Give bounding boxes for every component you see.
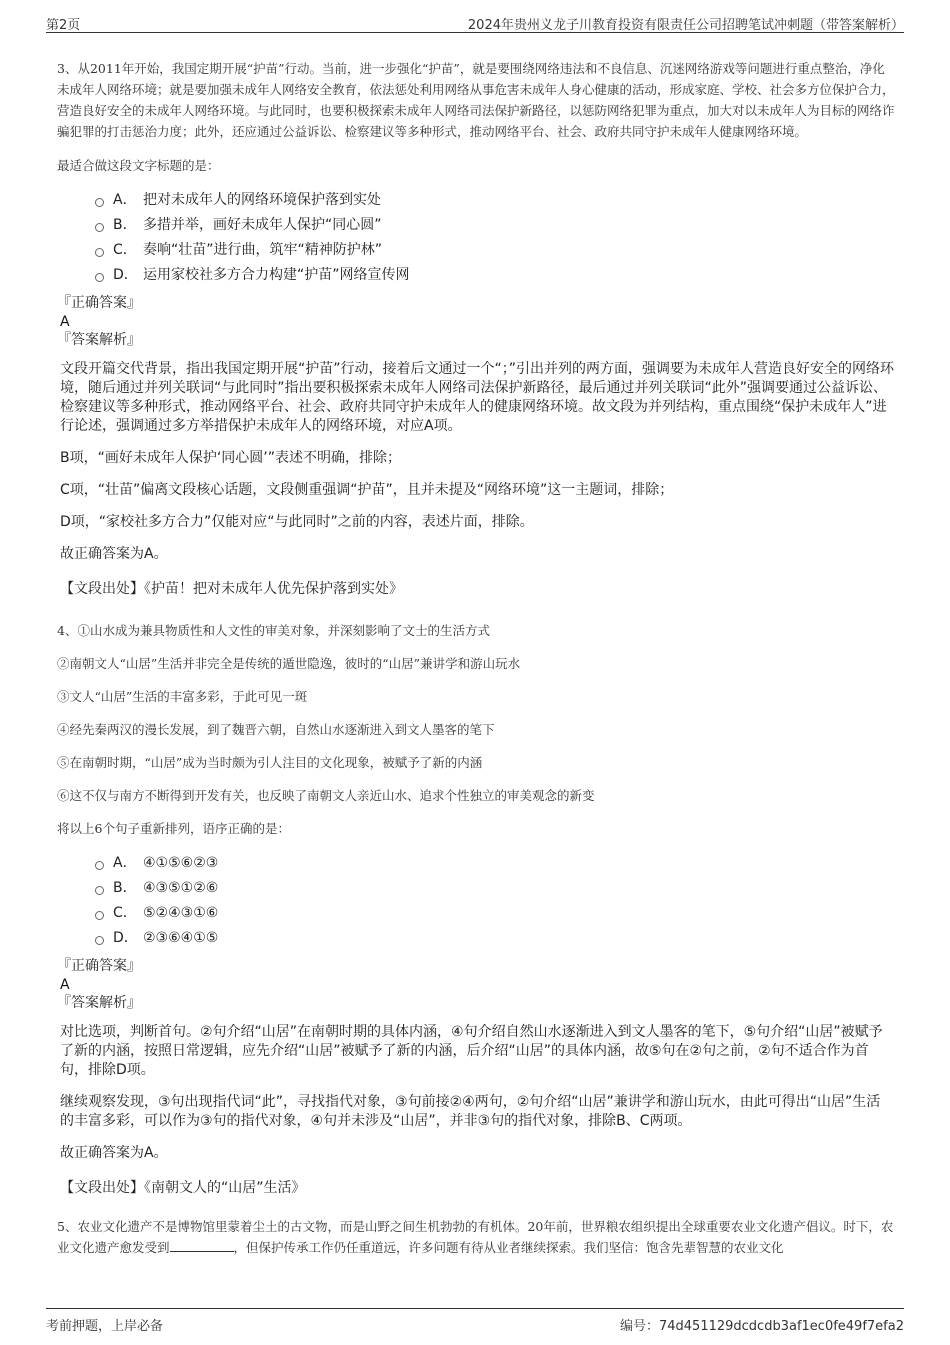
page-header <box>46 12 904 33</box>
sentence-item: ⑥这不仅与南方不断得到开发有关，也反映了南朝文人亲近山水、追求个性独立的审美观念的新变 <box>57 788 595 803</box>
fill-blank <box>170 1237 234 1252</box>
analysis-label: 『答案解析』 <box>57 995 141 1011</box>
option-c[interactable]: C． ⑤②④③①⑥ <box>95 901 897 926</box>
analysis-paragraph: 故正确答案为A。 <box>60 1145 168 1161</box>
question-4 <box>57 621 897 1198</box>
radio-icon[interactable] <box>95 223 104 232</box>
sentence-item: ④经先秦两汉的漫长发展，到了魏晋六朝，自然山水逐渐进入到文人墨客的笔下 <box>57 722 495 737</box>
sentence-item: ⑤在南朝时期，“山居”成为当时颇为引人注目的文化现象，被赋予了新的内涵 <box>57 755 483 770</box>
analysis-paragraph: 文段开篇交代背景，指出我国定期开展“护苗”行动，接着后文通过一个“；”引出并列的两方面，强调要为未成年人营造良好安全的网络环境，随后通过并列关联词“与此同时”指出要积极探索未成年人网络司法保护新路径，最后通过并列关联词“此外”强调要通过公益诉讼、检察建议等多种形式，推动网络平台、社会、政府共同守护未成年人的健康网络环境。故文段为并列结构，重点围绕“保护未成年人”进行论述，强调通过多方举措保护未成年人的网络环境，对应A项。 <box>60 361 895 434</box>
option-a[interactable]: A． ④①⑤⑥②③ <box>95 851 897 876</box>
question-prompt: 最适合做这段文字标题的是： <box>57 158 220 173</box>
footer-slogan: 考前押题，上岸必备 <box>46 1319 164 1334</box>
radio-icon[interactable] <box>95 936 104 945</box>
analysis-label: 『答案解析』 <box>57 332 141 348</box>
page-footer <box>46 1308 904 1337</box>
option-list <box>95 851 897 951</box>
radio-icon[interactable] <box>95 198 104 207</box>
document-id: 编号：74d451129dcdcdb3af1ec0fe49f7efa2 <box>619 1319 904 1334</box>
question-5 <box>57 1216 897 1258</box>
page-number: 第2页 <box>46 18 81 33</box>
option-b[interactable]: B． 多措并举，画好未成年人保护“同心圆” <box>95 213 897 238</box>
radio-icon[interactable] <box>95 248 104 257</box>
radio-icon[interactable] <box>95 861 104 870</box>
sentence-item: 4、①山水成为兼具物质性和人文性的审美对象，并深刻影响了文士的生活方式 <box>57 623 490 638</box>
analysis-paragraph: 故正确答案为A。 <box>60 546 168 562</box>
radio-icon[interactable] <box>95 911 104 920</box>
sentence-item: ③文人“山居”生活的丰富多彩，于此可见一斑 <box>57 689 308 704</box>
option-b[interactable]: B． ④③⑤①②⑥ <box>95 876 897 901</box>
analysis-paragraph: D项，“家校社多方合力”仅能对应“与此同时”之前的内容，表述片面，排除。 <box>60 514 534 530</box>
option-d[interactable]: D． ②③⑥④①⑤ <box>95 926 897 951</box>
answer-label: 『正确答案』 <box>57 295 141 311</box>
analysis-paragraph: 对比选项，判断首句。②句介绍“山居”在南朝时期的具体内涵，④句介绍自然山水逐渐进入到文人墨客的笔下，⑤句介绍“山居”被赋予了新的内涵，按照日常逻辑，应先介绍“山居”被赋予了新的内涵，后介绍“山居”的具体内涵，故⑤句在②句之前，②句不适合作为首句，排除D项。 <box>60 1024 883 1078</box>
answer-value: A <box>60 314 70 330</box>
radio-icon[interactable] <box>95 886 104 895</box>
question-stem: 5、农业文化遗产不是博物馆里蒙着尘土的古文物，而是山野之间生机勃勃的有机体。20年前，世界粮农组织提出全球重要农业文化遗产倡议。时下，农业文化遗产愈发受到 ，但保护传承工作仍任重道远，许多问题有待从业者继续探索。我们坚信：饱含先辈智慧的农业文化 <box>57 1219 894 1255</box>
main-content <box>57 58 897 1258</box>
question-prompt: 将以上6个句子重新排列，语序正确的是： <box>57 821 290 836</box>
option-a[interactable]: A． 把对未成年人的网络环境保护落到实处 <box>95 188 897 213</box>
option-list <box>95 188 897 288</box>
option-d[interactable]: D． 运用家校社多方合力构建“护苗”网络宣传网 <box>95 263 897 288</box>
option-c[interactable]: C． 奏响“壮苗”进行曲，筑牢“精神防护林” <box>95 238 897 263</box>
analysis-paragraph: C项，“壮苗”偏离文段核心话题，文段侧重强调“护苗”，且并未提及“网络环境”这一主题词，排除； <box>60 482 674 498</box>
analysis-paragraph: B项，“画好未成年人保护‘同心圆’”表述不明确，排除； <box>60 450 402 466</box>
question-stem: 3、从2011年开始，我国定期开展“护苗”行动。当前，进一步强化“护苗”，就是要围绕网络违法和不良信息、沉迷网络游戏等问题进行重点整治，净化未成年人网络环境；就是要加强未成年人网络安全教育，依法惩处利用网络从事危害未成年人身心健康的活动，形成家庭、学校、社会多方位保护合力，营造良好安全的未成年人网络环境。与此同时，也要积极探索未成年人网络司法保护新路径，以惩防网络犯罪为重点，加大对以未成年人为目标的网络诈骗犯罪的打击惩治力度；此外，还应通过公益诉讼、检察建议等多种形式，推动网络平台、社会、政府共同守护未成年人健康网络环境。 <box>57 61 895 139</box>
answer-value: A <box>60 977 70 993</box>
radio-icon[interactable] <box>95 273 104 282</box>
sentence-item: ②南朝文人“山居”生活并非完全是传统的遁世隐逸，彼时的“山居”兼讲学和游山玩水 <box>57 656 521 671</box>
document-title: 2024年贵州义龙子川教育投资有限责任公司招聘笔试冲刺题（带答案解析） <box>467 18 904 33</box>
analysis-paragraph: 继续观察发现，③句出现指代词“此”，寻找指代对象，③句前接②④两句，②句介绍“山居”兼讲学和游山玩水，由此可得出“山居”生活的丰富多彩，可以作为③句的指代对象，④句并未涉及“山居”，并非③句的指代对象，排除B、C两项。 <box>60 1094 881 1129</box>
source-citation: 【文段出处】《南朝文人的“山居”生活》 <box>60 1180 306 1196</box>
answer-label: 『正确答案』 <box>57 958 141 974</box>
source-citation: 【文段出处】《护苗！把对未成年人优先保护落到实处》 <box>60 581 403 597</box>
question-3 <box>57 58 897 599</box>
